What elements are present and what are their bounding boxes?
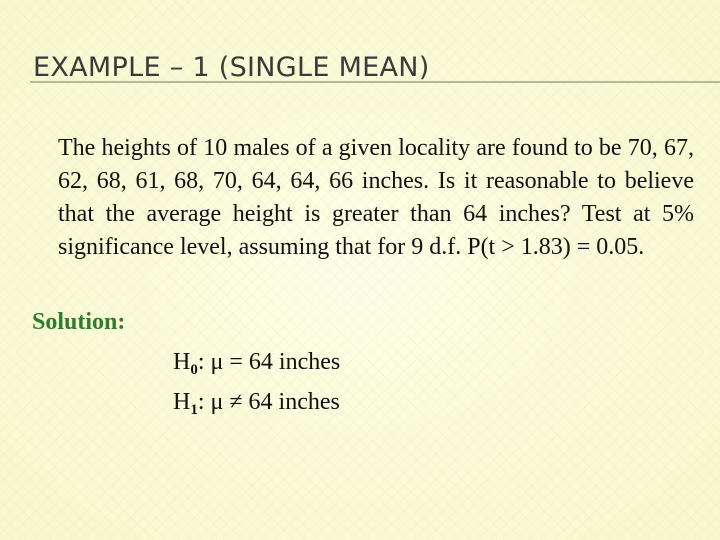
null-hypothesis [173,349,340,376]
alternative-hypothesis-subscript: 1 [190,402,198,418]
title-underline [30,81,720,83]
problem-statement: The heights of 10 males of a given locality are found to be 70, 67, 62, 68, 61, 68, 70, 64, 64, 66 inches. Is it reasonable to believe that the average height is greater than 64 inches? Test at 5% significance level, assuming that for 9 d.f. P(t > 1.83) = 0.05. [58,135,694,260]
null-hypothesis-subscript: 0 [190,362,198,378]
null-hypothesis-statement: : μ = 64 inches [197,349,341,375]
solution-label: Solution: [32,309,126,335]
slide-title: EXAMPLE – 1 (SINGLE MEAN) [33,52,430,83]
null-hypothesis-symbol: H [173,349,191,375]
alternative-hypothesis-statement: : μ ≠ 64 inches [197,389,340,415]
alternative-hypothesis [173,389,340,416]
alternative-hypothesis-symbol: H [173,389,191,415]
